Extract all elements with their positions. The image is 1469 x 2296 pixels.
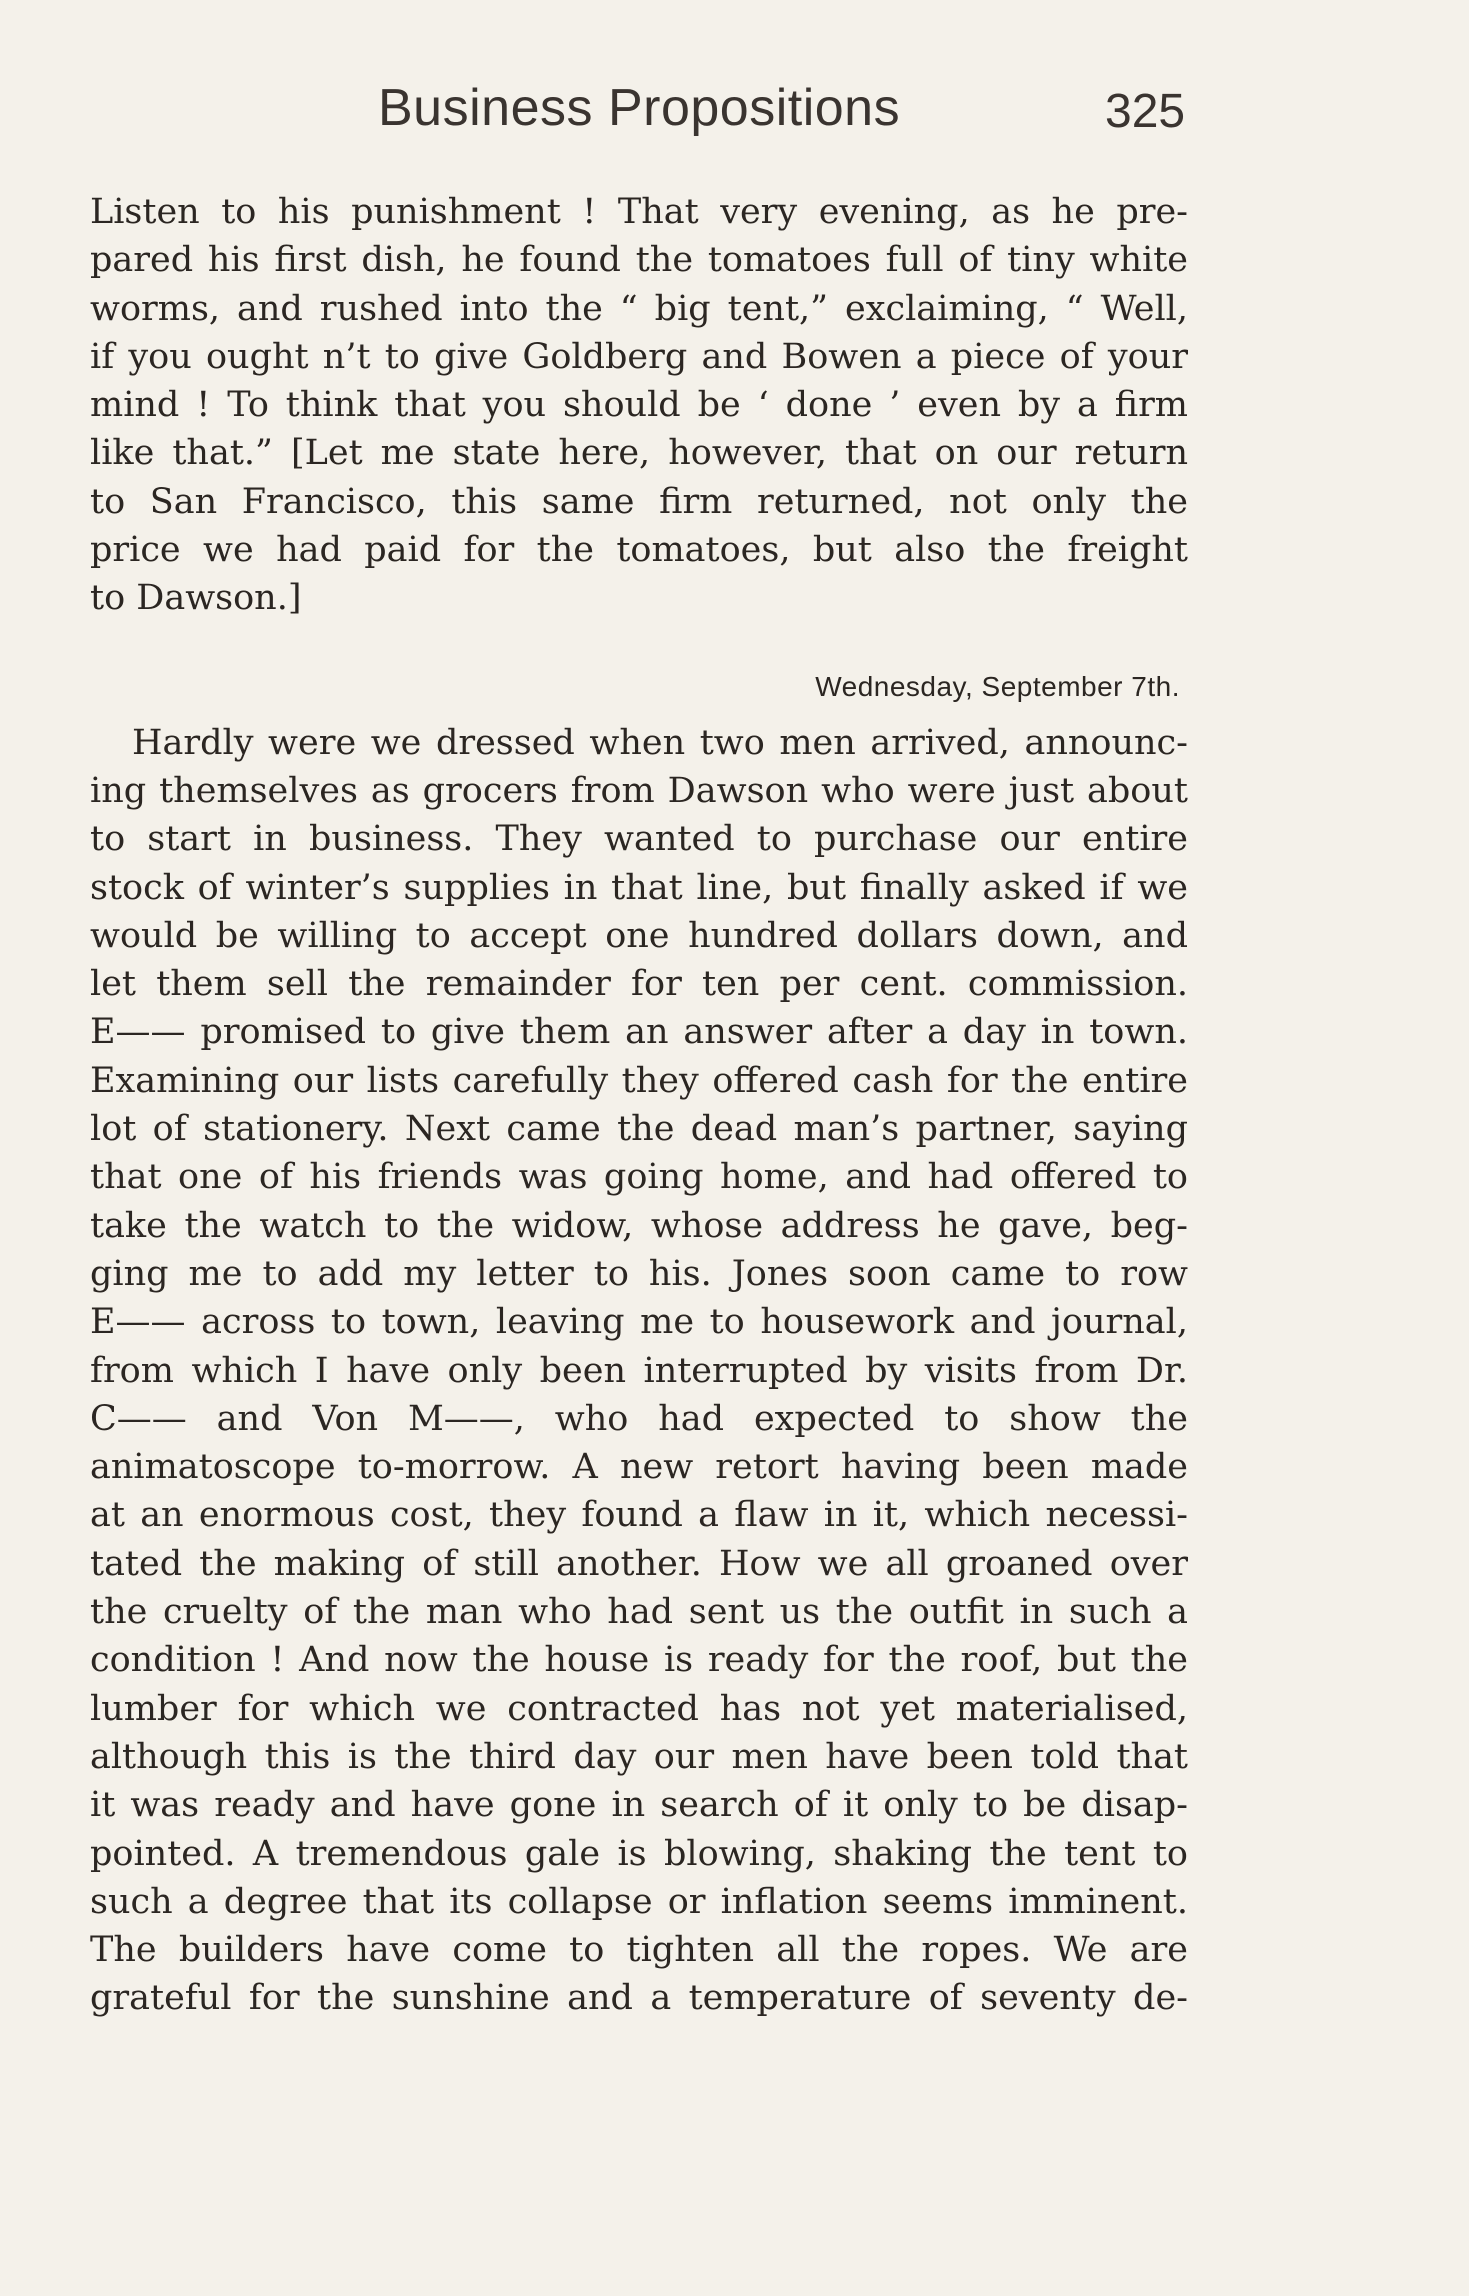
text-line: ing themselves as grocers from Dawson who were just about [90,770,1188,811]
text-line: worms, and rushed into the “ big tent,” exclaiming, “ Well, [90,288,1188,329]
text-line: lumber for which we contracted has not yet materialised, [90,1688,1188,1729]
running-title: Business Propositions [378,79,901,137]
text-line: E—— across to town, leaving me to housework and journal, [90,1302,1188,1343]
text-line: to Dawson.] [90,578,302,619]
text-line: although this is the third day our men have been told that [90,1736,1188,1777]
text-line: stock of winter’s supplies in that line, but finally asked if we [90,867,1188,908]
text-line: the cruelty of the man who had sent us the outfit in such a [90,1592,1188,1633]
text-line: ging me to add my letter to his. Jones soon came to row [90,1253,1188,1294]
text-line: Examining our lists carefully they offered cash for the entire [90,1060,1188,1101]
text-line: pared his first dish, he found the tomatoes full of tiny white [90,240,1188,281]
text-line: to San Francisco, this same firm returned, not only the [90,481,1188,522]
text-line: such a degree that its collapse or inflation seems imminent. [90,1881,1188,1922]
text-line: mind ! To think that you should be ‘ done ’ even by a firm [90,385,1188,426]
text-line: Listen to his punishment ! That very evening, as he pre- [90,192,1188,232]
text-line: animatoscope to-morrow. A new retort having been made [90,1447,1188,1488]
page-number: 325 [1105,85,1186,138]
text-line: grateful for the sunshine and a temperature of seventy de- [90,1978,1188,2019]
running-head [90,78,1190,148]
text-line: would be willing to accept one hundred dollars down, and [90,915,1188,956]
text-line: C—— and Von M——, who had expected to show the [90,1398,1188,1439]
text-line: E—— promised to give them an answer after a day in town. [90,1012,1188,1053]
text-line: pointed. A tremendous gale is blowing, shaking the tent to [90,1833,1188,1874]
text-line: if you ought n’t to give Goldberg and Bowen a piece of your [90,336,1188,377]
text-line: The builders have come to tighten all the ropes. We are [90,1930,1188,1971]
text-line: tated the making of still another. How we all groaned over [90,1543,1188,1584]
text-line: let them sell the remainder for ten per cent. commission. [90,964,1188,1005]
text-line: Hardly were we dressed when two men arrived, announc- [132,722,1188,763]
text-line: to start in business. They wanted to purchase our entire [90,819,1188,860]
journal-dateline: Wednesday, September 7th. [815,670,1180,702]
text-line: price we had paid for the tomatoes, but also the freight [90,530,1188,571]
text-line: that one of his friends was going home, and had offered to [90,1157,1188,1198]
paragraph-2 [90,719,1188,2023]
text-line: lot of stationery. Next came the dead man’s partner, saying [90,1109,1188,1150]
paragraph-1 [90,188,1188,623]
text-line: at an enormous cost, they found a flaw in it, which necessi- [90,1495,1188,1536]
body-text [90,188,1188,2023]
text-line: it was ready and have gone in search of it only to be disap- [90,1785,1188,1826]
text-line: like that.” [Let me state here, however, that on our return [90,433,1188,474]
text-line: condition ! And now the house is ready for the roof, but the [90,1640,1188,1681]
text-line: take the watch to the widow, whose address he gave, beg- [90,1205,1188,1246]
text-line: from which I have only been interrupted by visits from Dr. [90,1350,1188,1391]
